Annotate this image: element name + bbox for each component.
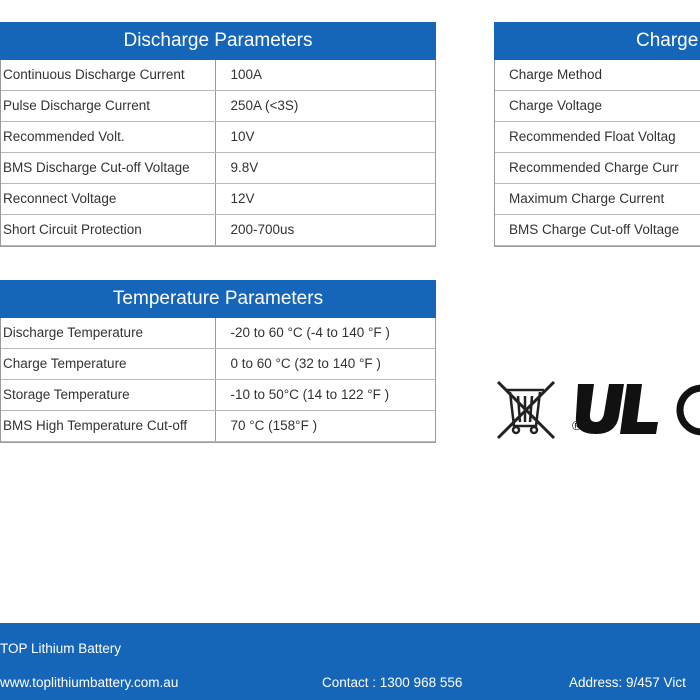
row-label: Pulse Discharge Current bbox=[1, 91, 216, 121]
row-value: -20 to 60 °C (-4 to 140 °F ) bbox=[230, 325, 390, 340]
table-row bbox=[1, 380, 435, 411]
row-label: BMS High Temperature Cut-off bbox=[1, 411, 216, 441]
row-label: Storage Temperature bbox=[1, 380, 216, 410]
row-value: 9.8V bbox=[230, 160, 259, 175]
discharge-table-title: Discharge Parameters bbox=[0, 22, 436, 60]
row-label: Recommended Charge Curr bbox=[495, 153, 700, 183]
table-row bbox=[495, 91, 700, 122]
row-label: Maximum Charge Current bbox=[495, 184, 700, 214]
temperature-parameters-table bbox=[0, 280, 436, 443]
row-value: 250A (<3S) bbox=[230, 98, 299, 113]
footer-bar bbox=[0, 623, 700, 700]
table-row bbox=[1, 122, 435, 153]
certification-marks-graphic bbox=[496, 380, 700, 440]
table-row bbox=[495, 215, 700, 246]
ul-mark-icon bbox=[576, 384, 658, 434]
discharge-parameters-table bbox=[0, 22, 436, 247]
table-row bbox=[1, 215, 435, 246]
row-value: 70 °C (158°F ) bbox=[230, 418, 318, 433]
table-row bbox=[1, 411, 435, 442]
registered-symbol: ® bbox=[572, 418, 582, 433]
temperature-table-body bbox=[0, 318, 436, 443]
row-value: 0 to 60 °C (32 to 140 °F ) bbox=[230, 356, 381, 371]
table-row bbox=[1, 60, 435, 91]
discharge-table-body bbox=[0, 60, 436, 247]
row-label: Charge Temperature bbox=[1, 349, 216, 379]
row-label: Continuous Discharge Current bbox=[1, 60, 216, 90]
row-value: 100A bbox=[230, 67, 263, 82]
row-label: Recommended Volt. bbox=[1, 122, 216, 152]
weee-crossed-bin-icon bbox=[498, 382, 554, 438]
row-label: Charge Method bbox=[495, 60, 700, 90]
footer-address: Address: 9/457 Vict bbox=[569, 675, 686, 690]
row-label: Short Circuit Protection bbox=[1, 215, 216, 245]
row-label: Reconnect Voltage bbox=[1, 184, 216, 214]
temperature-table-title: Temperature Parameters bbox=[0, 280, 436, 318]
charge-table-title: Charge bbox=[494, 22, 700, 60]
charge-table-body bbox=[494, 60, 700, 247]
table-row bbox=[1, 318, 435, 349]
row-label: Discharge Temperature bbox=[1, 318, 216, 348]
footer-website-link[interactable]: www.toplithiumbattery.com.au bbox=[0, 675, 179, 690]
table-row bbox=[1, 349, 435, 380]
table-row bbox=[495, 60, 700, 91]
row-label: BMS Discharge Cut-off Voltage bbox=[1, 153, 216, 183]
table-row bbox=[495, 153, 700, 184]
table-row bbox=[495, 184, 700, 215]
row-label: BMS Charge Cut-off Voltage bbox=[495, 215, 700, 245]
footer-brand: TOP Lithium Battery bbox=[0, 641, 122, 656]
footer-contact: Contact : 1300 968 556 bbox=[322, 675, 463, 690]
row-label: Charge Voltage bbox=[495, 91, 700, 121]
row-value: 12V bbox=[230, 191, 255, 206]
table-row bbox=[1, 184, 435, 215]
row-label: Recommended Float Voltag bbox=[495, 122, 700, 152]
table-row bbox=[1, 91, 435, 122]
table-row bbox=[1, 153, 435, 184]
certification-marks bbox=[496, 380, 700, 440]
charge-parameters-table bbox=[494, 22, 700, 247]
row-value: -10 to 50°C (14 to 122 °F ) bbox=[230, 387, 390, 402]
ce-mark-icon bbox=[680, 388, 700, 432]
table-row bbox=[495, 122, 700, 153]
row-value: 200-700us bbox=[230, 222, 295, 237]
row-value: 10V bbox=[230, 129, 255, 144]
